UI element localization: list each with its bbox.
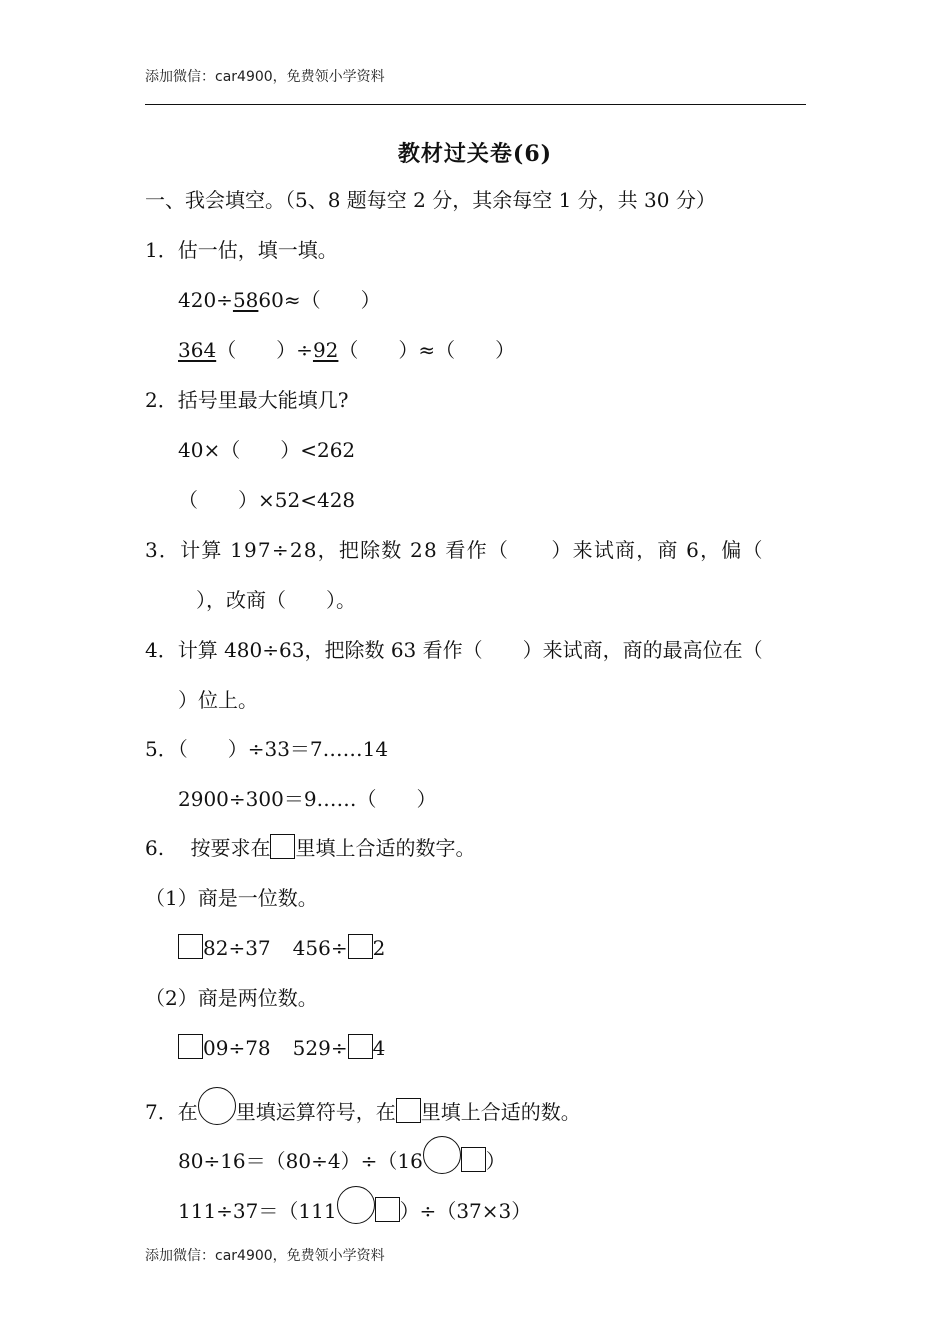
q7a-pre: 80÷16＝（80÷4）÷（16 bbox=[178, 1149, 423, 1173]
question-2: 2．括号里最大能填几? bbox=[145, 388, 349, 412]
q6p2-a: 09÷78 bbox=[203, 1036, 271, 1060]
square-blank-icon bbox=[461, 1147, 486, 1172]
q6-pre: 6. 按要求在 bbox=[145, 836, 271, 860]
q1b-mid: （ ）÷ bbox=[216, 338, 313, 362]
q6p2-c: 4 bbox=[372, 1036, 386, 1060]
q6p1-a: 82÷37 bbox=[203, 936, 271, 960]
q1b-underlined-2: 92 bbox=[312, 338, 339, 362]
page-title: 教材过关卷(6) bbox=[397, 141, 553, 167]
circle-blank-icon bbox=[423, 1136, 461, 1174]
q6p2-b: 529÷ bbox=[292, 1036, 348, 1060]
square-blank-icon bbox=[396, 1098, 421, 1123]
square-blank-icon bbox=[348, 1034, 373, 1059]
square-blank-icon bbox=[270, 834, 295, 859]
question-5-b: 2900÷300＝9……（ ） bbox=[178, 787, 437, 811]
question-3-line-1: 3．计算 197÷28，把除数 28 看作（ ）来试商，商 6，偏（ bbox=[145, 538, 764, 562]
question-1-b bbox=[178, 337, 515, 363]
q6p1-c: 2 bbox=[372, 936, 386, 960]
square-blank-icon bbox=[375, 1197, 400, 1222]
question-6-part-1: （1）商是一位数。 bbox=[145, 886, 318, 910]
header-rule bbox=[145, 104, 806, 105]
q7-post: 里填上合适的数。 bbox=[420, 1100, 581, 1124]
question-4-line-2: ）位上。 bbox=[178, 688, 258, 712]
question-6 bbox=[145, 834, 475, 861]
q1a-underlined: 58 bbox=[232, 288, 259, 312]
square-blank-icon bbox=[348, 934, 373, 959]
question-3-line-2: ），改商（ ）。 bbox=[196, 588, 356, 612]
question-1-a bbox=[178, 287, 381, 313]
q1a-pre: 420÷ bbox=[178, 288, 233, 312]
circle-blank-icon bbox=[198, 1087, 236, 1125]
question-4-line-1: 4．计算 480÷63，把除数 63 看作（ ）来试商，商的最高位在（ bbox=[145, 638, 763, 662]
square-blank-icon bbox=[178, 934, 203, 959]
question-2-a: 40×（ ）<262 bbox=[178, 438, 356, 462]
question-5-a: 5．（ ）÷33＝7……14 bbox=[145, 737, 389, 761]
q7b-post: ）÷（37×3） bbox=[399, 1199, 532, 1223]
q6p1-b: 456÷ bbox=[292, 936, 348, 960]
q1b-post: （ ）≈（ ） bbox=[338, 338, 516, 362]
question-1: 1．估一估，填一填。 bbox=[145, 238, 338, 262]
question-6-part-2: （2）商是两位数。 bbox=[145, 986, 318, 1010]
page-footer-note: 添加微信：car4900，免费领小学资料 bbox=[145, 1248, 385, 1264]
question-2-b: （ ）×52<428 bbox=[178, 488, 356, 512]
question-6-part-2-items bbox=[178, 1034, 385, 1061]
q7a-post: ） bbox=[485, 1149, 506, 1173]
q6-post: 里填上合适的数字。 bbox=[295, 836, 476, 860]
q7-pre: 7．在 bbox=[145, 1100, 198, 1124]
q7b-pre: 111÷37＝（111 bbox=[178, 1199, 337, 1223]
question-6-part-1-items bbox=[178, 934, 385, 961]
circle-blank-icon bbox=[337, 1186, 375, 1224]
page-header-note: 添加微信：car4900，免费领小学资料 bbox=[145, 69, 385, 85]
section-heading: 一、我会填空。（5、8 题每空 2 分，其余每空 1 分，共 30 分） bbox=[145, 188, 716, 212]
square-blank-icon bbox=[178, 1034, 203, 1059]
q1a-post: 60≈（ ） bbox=[258, 288, 381, 312]
q1b-underlined-1: 364 bbox=[178, 338, 217, 362]
question-7-b bbox=[178, 1186, 531, 1224]
question-7-a bbox=[178, 1136, 506, 1174]
q7-mid: 里填运算符号，在 bbox=[235, 1100, 396, 1124]
question-7 bbox=[145, 1087, 581, 1125]
